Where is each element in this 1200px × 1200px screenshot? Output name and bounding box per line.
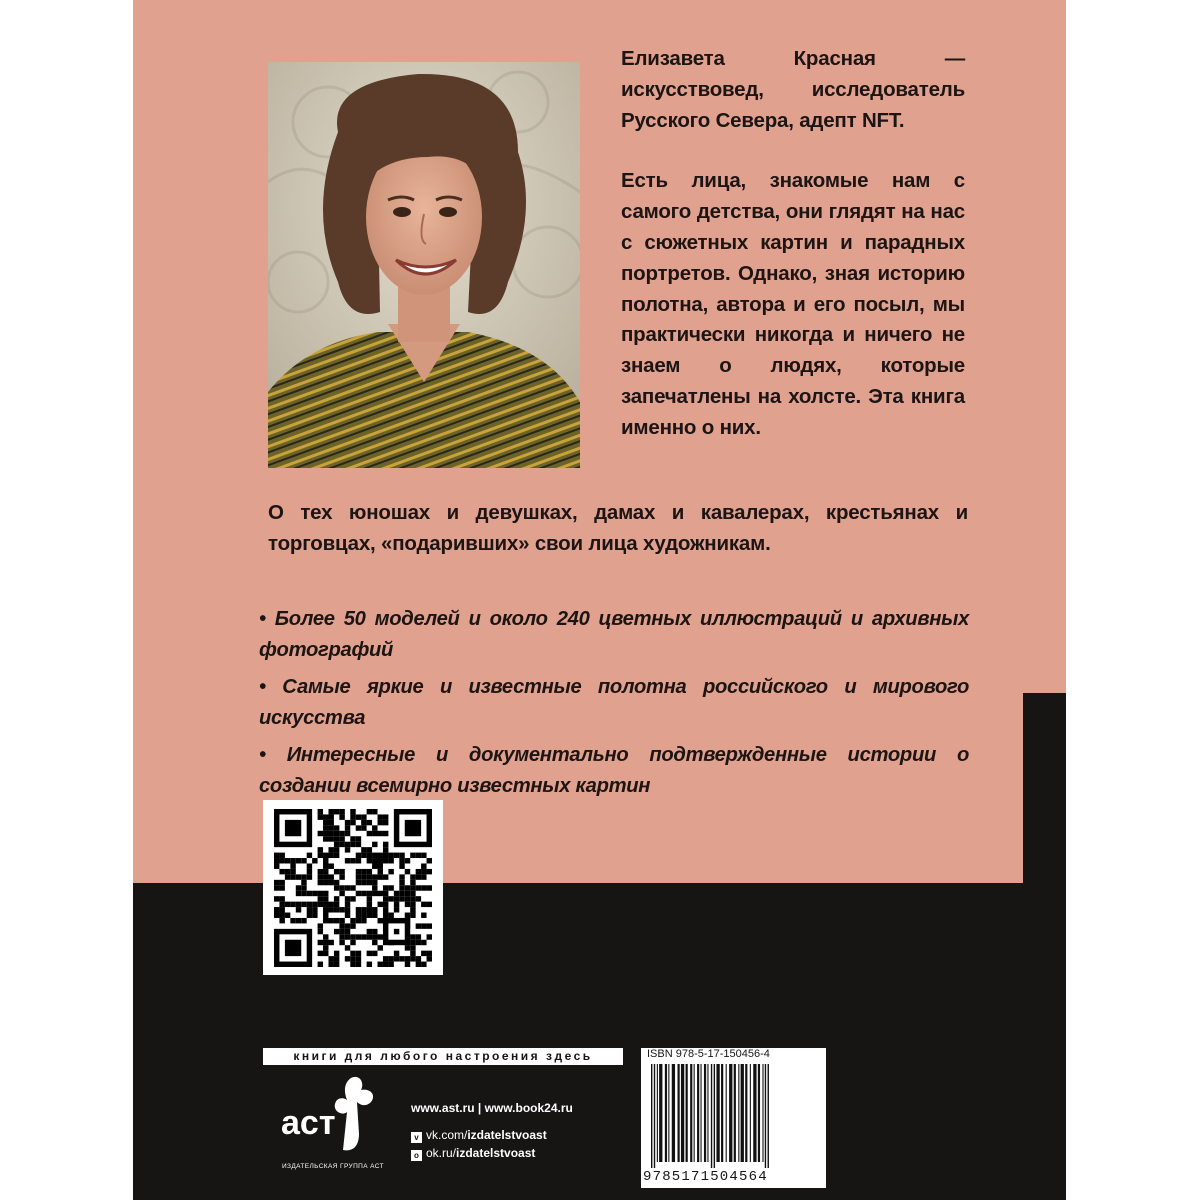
author-bio xyxy=(621,44,965,444)
vk-prefix: vk.com/ xyxy=(426,1128,468,1142)
ok-handle: izdatelstvoast xyxy=(456,1146,536,1160)
feature-item: • Более 50 моделей и около 240 цветных иллюстраций и архивных фотографий xyxy=(259,608,969,661)
isbn-barcode-block xyxy=(641,1048,826,1188)
vk-link[interactable] xyxy=(411,1128,547,1143)
website-links[interactable]: www.ast.ru | www.book24.ru xyxy=(411,1101,573,1115)
vk-handle: izdatelstvoast xyxy=(467,1128,547,1142)
tagline-strip: книги для любого настроения здесь xyxy=(263,1048,623,1065)
ok-prefix: ok.ru/ xyxy=(426,1146,457,1160)
qr-code-icon xyxy=(274,809,432,967)
author-intro: Елизавета Красная — искусствовед, исследователь Русского Севера, адепт NFT. xyxy=(621,47,965,132)
isbn-label: ISBN 978-5-17-150456-4 xyxy=(647,1048,770,1060)
logo-text: аст xyxy=(281,1104,336,1142)
dark-panel-step xyxy=(1023,693,1066,893)
ok-link[interactable] xyxy=(411,1146,535,1161)
book-back-cover xyxy=(133,0,1066,1200)
ean-digits: 9785171504564 xyxy=(643,1169,768,1185)
ok-icon: o xyxy=(411,1150,422,1161)
barcode-icon xyxy=(647,1064,819,1168)
feature-list xyxy=(259,604,969,808)
portrait-illustration xyxy=(268,62,580,468)
qr-code[interactable] xyxy=(263,800,443,975)
feature-item: • Интересные и документально подтвержденные истории о создании всемирно известных картин xyxy=(259,744,969,797)
bio-paragraph: Есть лица, знакомые нам с самого детства, они глядят на нас с сюжетных картин и парадных портретов. Однако, зная историю полотна, автора и его посыл, мы практически никогда и ничего не знаем о людях, которые запечатлены на холсте. Эта книга именно о них. xyxy=(621,169,965,439)
ast-logo-icon xyxy=(273,1072,393,1164)
vk-icon: v xyxy=(411,1132,422,1143)
feature-item: • Самые яркие и известные полотна российского и мирового искусства xyxy=(259,676,969,729)
logo-caption: ИЗДАТЕЛЬСКАЯ ГРУППА АСТ xyxy=(281,1163,384,1170)
book-description: О тех юношах и девушках, дамах и кавалерах, крестьянах и торговцах, «подаривших» свои лица художникам. xyxy=(268,501,968,555)
author-photo xyxy=(268,62,580,468)
